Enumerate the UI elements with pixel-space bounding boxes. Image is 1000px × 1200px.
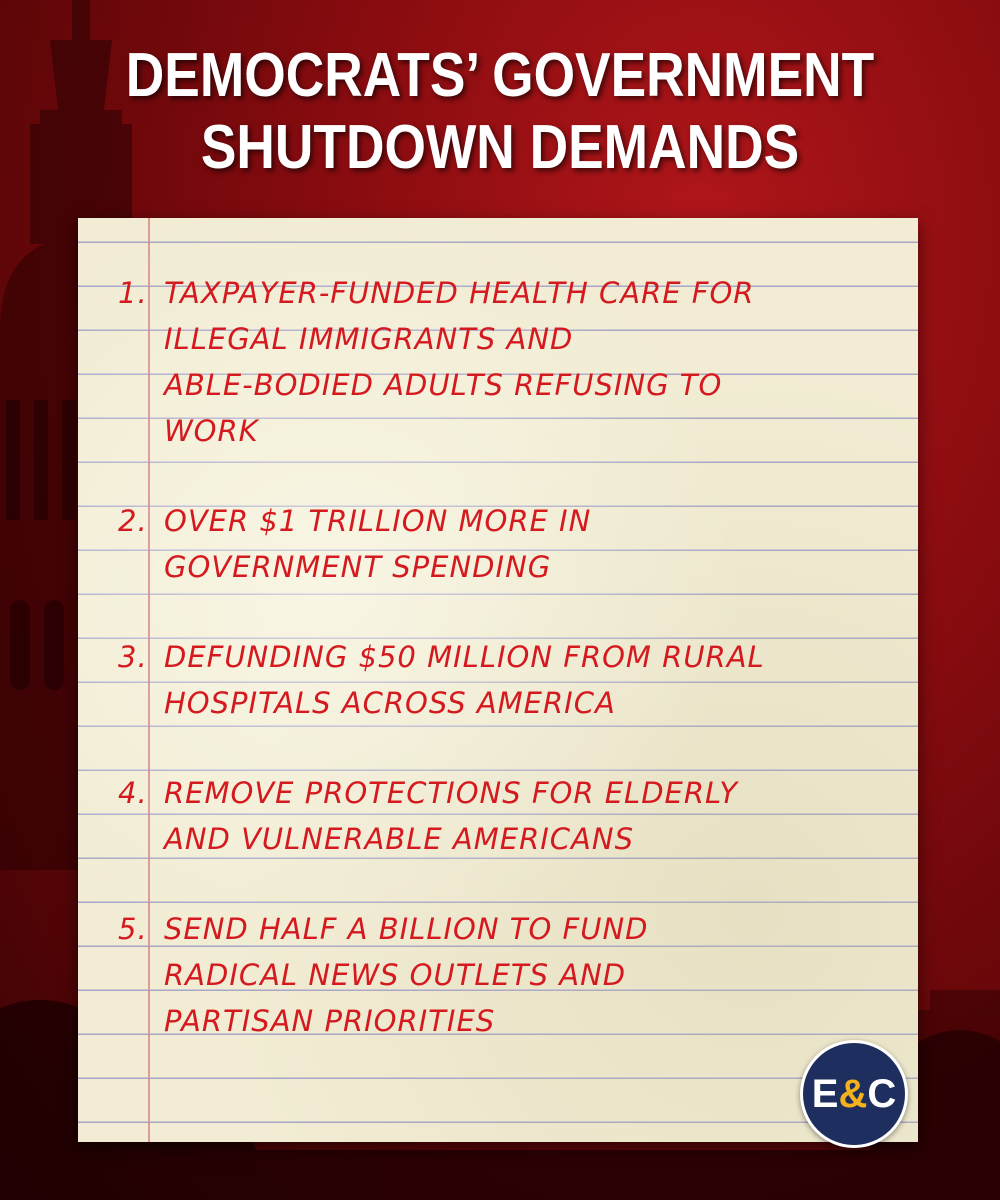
demands-list xyxy=(118,270,908,1088)
demand-text-line: REMOVE PROTECTIONS FOR ELDERLY xyxy=(164,776,739,810)
demand-number: 5. xyxy=(118,912,148,946)
notebook-paper xyxy=(78,218,918,1142)
demand-number: 1. xyxy=(118,276,148,310)
demand-text-line: PARTISAN PRIORITIES xyxy=(164,1004,496,1038)
ec-logo xyxy=(800,1040,908,1148)
demand-number: 4. xyxy=(118,776,148,810)
demand-text-line: OVER $1 TRILLION MORE IN xyxy=(164,504,592,538)
demand-text-line: AND VULNERABLE AMERICANS xyxy=(164,822,634,856)
title-line-2: SHUTDOWN DEMANDS xyxy=(200,113,800,182)
demand-text-line: ABLE-BODIED ADULTS REFUSING TO xyxy=(164,368,723,402)
demand-item-5 xyxy=(118,906,908,1044)
demand-item-2 xyxy=(118,498,908,590)
title-line-1: DEMOCRATS’ GOVERNMENT xyxy=(125,41,875,110)
logo-ampersand: & xyxy=(838,1071,868,1116)
demand-item-4 xyxy=(118,770,908,862)
demand-item-3 xyxy=(118,634,908,726)
demand-text-line: RADICAL NEWS OUTLETS AND xyxy=(164,958,627,992)
page-title xyxy=(70,40,930,184)
demand-text-line: TAXPAYER-FUNDED HEALTH CARE FOR xyxy=(164,276,755,310)
demand-text-line: DEFUNDING $50 MILLION FROM RURAL xyxy=(164,640,765,674)
demand-number: 3. xyxy=(118,640,148,674)
demand-number: 2. xyxy=(118,504,148,538)
demand-item-1 xyxy=(118,270,908,454)
demand-text-line: HOSPITALS ACROSS AMERICA xyxy=(164,686,616,720)
logo-letter-e: E xyxy=(811,1071,839,1116)
demand-text-line: ILLEGAL IMMIGRANTS AND xyxy=(164,322,574,356)
demand-text-line: SEND HALF A BILLION TO FUND xyxy=(164,912,649,946)
demand-text-line: GOVERNMENT SPENDING xyxy=(164,550,552,584)
demand-text-line: WORK xyxy=(164,414,259,448)
logo-letter-c: C xyxy=(867,1071,897,1116)
